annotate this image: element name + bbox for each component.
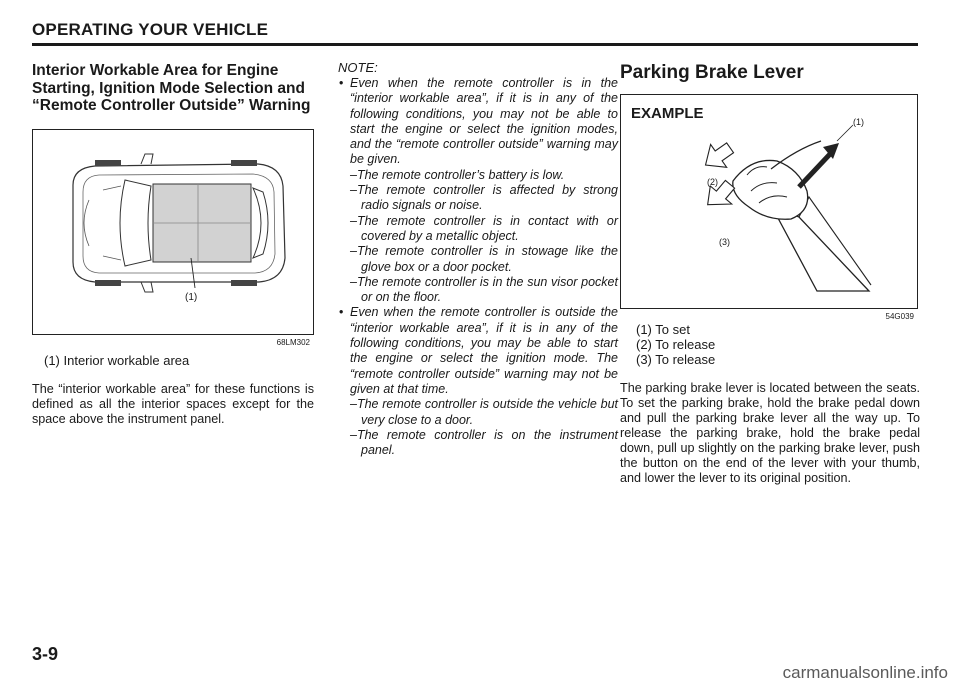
note-subitem: –The remote controller is in the sun visor pocket or on the floor.	[350, 274, 618, 305]
figure-callout-2: (2)	[707, 177, 718, 187]
column-note	[338, 60, 618, 458]
page-number: 3-9	[32, 644, 59, 664]
note-bullet	[338, 76, 618, 305]
figure-code: 68LM302	[276, 337, 310, 347]
note-sublist	[350, 397, 618, 458]
note-bullet-text: Even when the remote controller is outside the “interior workable area”, if it is in any of the following conditions, you may be able to start the engine or select the ignition mode. The “remote controller outside” warning may not be given at that time.	[350, 305, 618, 396]
note-subitem: –The remote controller is affected by strong radio signals or noise.	[350, 183, 618, 213]
note-subitem: –The remote controller is on the instrument panel.	[350, 427, 618, 458]
section-heading: Interior Workable Area for Engine Starting, Ignition Mode Selection and “Remote Controller Outside” Warning	[32, 62, 311, 114]
figure-callout-1: (1)	[853, 117, 864, 127]
legend-item: (3) To release	[636, 352, 716, 367]
figure-legend	[620, 322, 920, 367]
page-section-title: Parking Brake Lever	[620, 62, 804, 83]
figure-callout-1: (1)	[185, 291, 198, 303]
column-interior-area	[32, 62, 314, 427]
header-rule	[32, 43, 918, 46]
figure-interior-area	[32, 129, 314, 347]
note-bullet	[338, 305, 618, 458]
figure-callout-3: (3)	[719, 237, 730, 247]
note-sublist	[350, 168, 618, 306]
parking-brake-illustration	[621, 95, 917, 308]
figure-code: 54G039	[885, 312, 914, 321]
note-subitem: –The remote controller is in stowage like the glove box or a door pocket.	[350, 244, 618, 274]
body-paragraph: The parking brake lever is located between the seats. To set the parking brake, hold the brake pedal down and pull the parking brake lever all the way up. To release the parking brake, hold the brake pedal down, pull up slightly on the parking brake lever, push the button on the end of the lever with your thumb, and lower the lever to its original position.	[620, 381, 920, 485]
example-label: EXAMPLE	[631, 105, 704, 122]
note-list	[338, 76, 618, 458]
car-top-view-illustration	[33, 130, 313, 334]
note-subitem: –The remote controller is outside the vehicle but very close to a door.	[350, 397, 618, 427]
note-title: NOTE:	[338, 60, 378, 75]
note-subitem: –The remote controller is in contact with or covered by a metallic object.	[350, 213, 618, 243]
figure-parking-brake	[620, 94, 918, 321]
column-parking-brake	[620, 62, 920, 486]
legend-item: (2) To release	[636, 337, 716, 352]
note-subitem: –The remote controller’s battery is low.	[350, 167, 565, 182]
figure-caption: (1) Interior workable area	[44, 352, 190, 368]
note-bullet-text: Even when the remote controller is in the “interior workable area”, if it is in any of the following conditions, you may not be able to start the engine or select the ignition modes, and the “remote controller outside” warning may be given.	[350, 76, 618, 167]
legend-item: (1) To set	[636, 322, 690, 337]
section-header: OPERATING YOUR VEHICLE	[32, 20, 269, 39]
body-paragraph: The “interior workable area” for these functions is defined as all the interior spaces except for the space above the instrument panel.	[32, 381, 314, 426]
site-watermark: carmanualsonline.info	[782, 663, 948, 682]
